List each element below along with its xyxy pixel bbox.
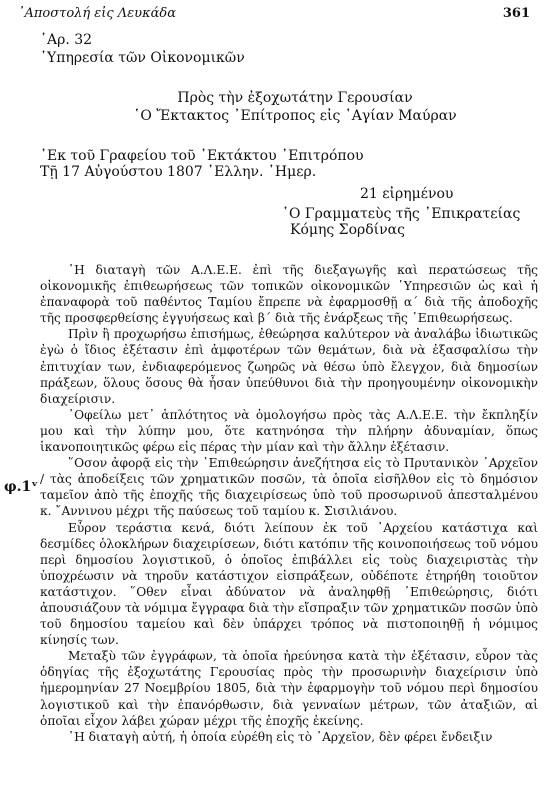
secretary-name: Κόμης Σορδίνας (290, 222, 405, 238)
date-line: Τῇ 17 Αὐγούστου 1807 ῾Ελλην. ῾Ημερ. (40, 164, 317, 180)
folio-margin-note: φ.1ᵛ (4, 479, 39, 495)
paragraph: ῾Η διαταγὴ αὐτή, ἡ ὁποία εὑρέθη εἰς τὸ ᾿Αρχεῖον, δὲν φέρει ἔνδειξιν (68, 729, 493, 744)
received-date: 21 εἰρημένου (360, 186, 454, 202)
document-number: ᾿Αρ. 32 (40, 32, 93, 48)
paragraph: Εὗρον τεράστια κενά, διότι λείπουν ἐκ τοῦ ᾿Αρχείου κατάστιχα καὶ δεσμίδες ὁλοκλήρων διαχειρίσεων, διότι κατόπιν τῆς κοινοποιήσεως τοῦ νόμου περὶ δημοσίου λογιστικοῦ, ὁ ὁποῖος ἐπιβάλλει εἰς τοὺς διαχειριστὰς τὴν ὑποχρέωσιν νὰ τηροῦν κατάστιχον εἰσπράξεων, οὐδέποτε ἐτηρήθη τοιοῦτον κατάστιχον. ῞Οθεν εἶναι ἀδύνατον νὰ ἀναληφθῇ ᾿Επιθεώρησις, διότι ἀπουσιάζουν τὰ νόμιμα ἔγγραφα διὰ τὴν εἴσπραξιν τῶν χρηματικῶν ποσῶν ὑπὸ τοῦ δημοσίου ταμείου καὶ δὲν ὑπάρχει τρόπος νὰ πιστοποιηθῇ ἡ νόμιμος κίνησίς των. (40, 520, 538, 648)
secretary-title: ῾Ο Γραμματεὺς τῆς ᾿Επικρατείας (282, 206, 521, 222)
paragraph: ᾿Οφείλω μετ᾿ ἁπλότητος νὰ ὁμολογήσω πρὸς τὰς Α.Λ.Ε.Ε. τὴν ἔκπληξίν μου καὶ τὴν λύπην μου, ὅτε κατηνόησα τὴν πλήρην ἀδυναμίαν, ὅπως ἱκανοποιητικῶς φέρω εἰς πέρας τὴν μίαν καὶ τὴν ἄλλην ἐξέτασιν. (40, 407, 538, 455)
paragraph: ῞Οσον ἀφορᾷ εἰς τὴν ᾿Επιθεώρησιν ἀνεζήτησα εἰς τὸ Πρυτανικὸν ᾿Αρχεῖον / τὰς ἀποδείξεις τῶν χρηματικῶν ποσῶν, τὰ ὁποῖα εἰσῆλθον εἰς τὸ δημόσιον ταμεῖον ἀπὸ τῆς ἐποχῆς τῆς διαχειρίσεως ὑπὸ τοῦ προσωρινοῦ ἀπεσταλμένου κ. ῎Αννινου μέχρι τῆς παύσεως τοῦ ταμίου κ. Σισιλιάνου. (40, 456, 538, 519)
addressee-line: Πρὸς τὴν ἐξοχωτάτην Γερουσίαν (177, 90, 413, 106)
paragraph: Πρὶν ἢ προχωρήσω ἐπισήμως, ἐθεώρησα καλύτερον νὰ ἀναλάβω ἰδιωτικῶς ἐγὼ ὁ ἴδιος ἐξέτασιν ἐπὶ ἀμφοτέρων τῶν θεμάτων, διὰ νὰ ἐξασφαλίσω τὴν ἐπιτυχίαν των, ἐνδιαφερόμενος ζωηρῶς νὰ θέσω ὑπὸ ἔλεγχον, διὰ δημοσίων πράξεων, ὅλους ὅσους θὰ ἦσαν ὑπεύθυνοι διὰ τὴν προηγουμένην οἰκονομικὴν διαχείρισιν. (40, 327, 538, 406)
office-line: ᾿Εκ τοῦ Γραφείου τοῦ ᾿Εκτάκτου ᾿Επιτρόπου (40, 148, 364, 164)
letter-body (40, 262, 538, 745)
page-number: 361 (502, 6, 530, 21)
sender-line: ῾Ο Ἔκτακτος ᾿Επίτροπος εἰς ῾Αγίαν Μαύραν (133, 108, 457, 124)
running-title: ᾿Αποστολή εἰς Λευκάδα (18, 6, 176, 21)
paragraph: Μεταξὺ τῶν ἐγγράφων, τὰ ὁποῖα ἠρεύνησα κατὰ τὴν ἐξέτασιν, εὗρον τὰς ὁδηγίας τῆς ἐξοχωτάτης Γερουσίας πρὸς τὴν προσωρινὴν διαχείρισιν ὑπὸ ἡμερομηνίαν 27 Νοεμβρίου 1805, διὰ τὴν ἐφαρμογὴν τοῦ νόμου περὶ δημοσίου λογιστικοῦ καὶ τὴν ἐπανόρθωσιν, διὰ γενναίων μέτρων, τῶν ἀταξιῶν, αἱ ὁποῖαι εἶχον λάβει χώραν μέχρι τῆς ἐποχῆς ἐκείνης. (40, 649, 538, 728)
service-name: ῾Υπηρεσία τῶν Οἰκονομικῶν (40, 50, 245, 66)
paragraph: ῾Η διαταγὴ τῶν Α.Λ.Ε.Ε. ἐπὶ τῆς διεξαγωγῆς καὶ περατώσεως τῆς οἰκονομικῆς ἐπιθεωρήσεως τῶν τοπικῶν οἰκονομικῶν ῾Υπηρεσιῶν ὡς καὶ ἡ ἐπαναφορὰ τοῦ παθέντος Ταμίου ἔπρεπε νὰ ἐφαρμοσθῇ α΄ διὰ τῆς ἀποδοχῆς τῆς προσφερθείσης ἐγγυήσεως καὶ β΄ διὰ τῆς ἐνάρξεως τῆς ᾿Επιθεωρήσεως. (40, 263, 538, 326)
